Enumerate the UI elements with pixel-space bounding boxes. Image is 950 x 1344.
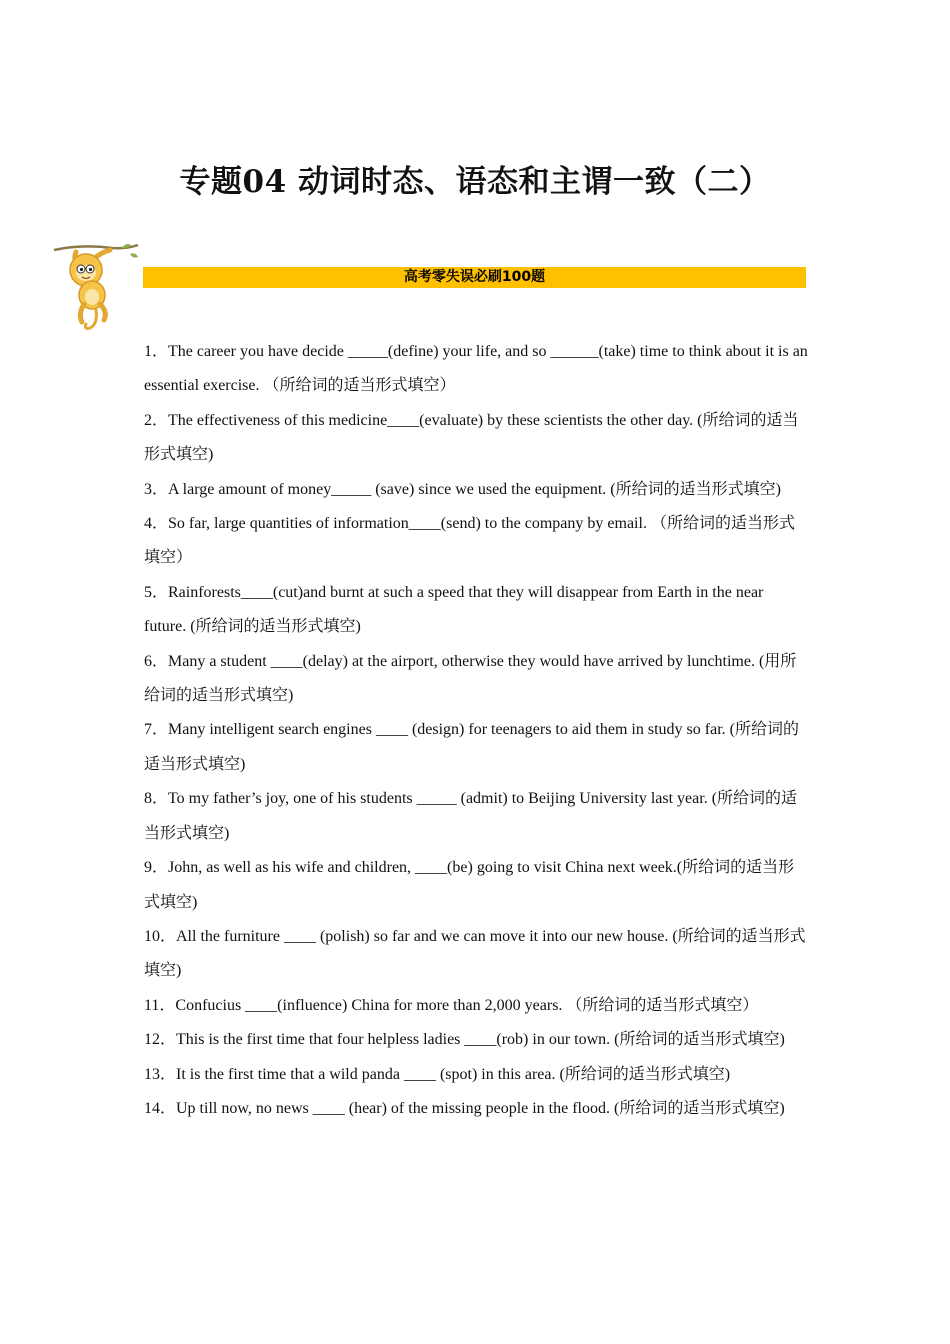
- monkey-hanging-icon: [52, 240, 144, 332]
- question-item: 3．A large amount of money_____ (save) since we used the equipment. (所给词的适当形式填空): [144, 480, 781, 498]
- question-item: 13．It is the first time that a wild panda ____ (spot) in this area. (所给词的适当形式填空): [144, 1065, 731, 1083]
- question-item: 8．To my father’s joy, one of his students _____ (admit) to Beijing University last year. (所给词的适当形式填空): [144, 790, 798, 842]
- question-item: 2．The effectiveness of this medicine____(evaluate) by these scientists the other day. (所给词的适当形式填空): [144, 411, 799, 464]
- question-item: 11．Confucius ____(influence) China for more than 2,000 years. （所给词的适当形式填空）: [144, 996, 759, 1014]
- question-item: 10．All the furniture ____ (polish) so far and we can move it into our new house. (所给词的适当形式填空): [144, 927, 806, 980]
- question-item: 12．This is the first time that four helpless ladies ____(rob) in our town. (所给词的适当形式填空): [144, 1031, 785, 1049]
- question-item: 6．Many a student ____(delay) at the airport, otherwise they would have arrived by lunchtime. (用所给词的适当形式填空): [144, 652, 797, 705]
- section-banner: 高考零失误必刷100题: [143, 267, 806, 288]
- page-title: 专题04 动词时态、语态和主谓一致（二）: [179, 164, 771, 200]
- question-item: 9．John, as well as his wife and children, ____(be) going to visit China next week.(所给词的适当形式填空): [144, 859, 795, 911]
- question-item: 7．Many intelligent search engines ____ (design) for teenagers to aid them in study so far. (所给词的适当形式填空): [144, 721, 799, 773]
- question-list: [144, 335, 808, 1126]
- question-item: 14．Up till now, no news ____ (hear) of the missing people in the flood. (所给词的适当形式填空): [144, 1099, 785, 1117]
- question-item: 5．Rainforests____(cut)and burnt at such a speed that they will disappear from Earth in the near future. (所给词的适当形式填空): [144, 583, 764, 636]
- question-item: 4．So far, large quantities of information____(send) to the company by email. （所给词的适当形式填空）: [144, 515, 795, 567]
- question-item: 1．The career you have decide _____(define) your life, and so ______(take) time to think about it is an essential exercise. （所给词的适当形式填空）: [144, 343, 808, 395]
